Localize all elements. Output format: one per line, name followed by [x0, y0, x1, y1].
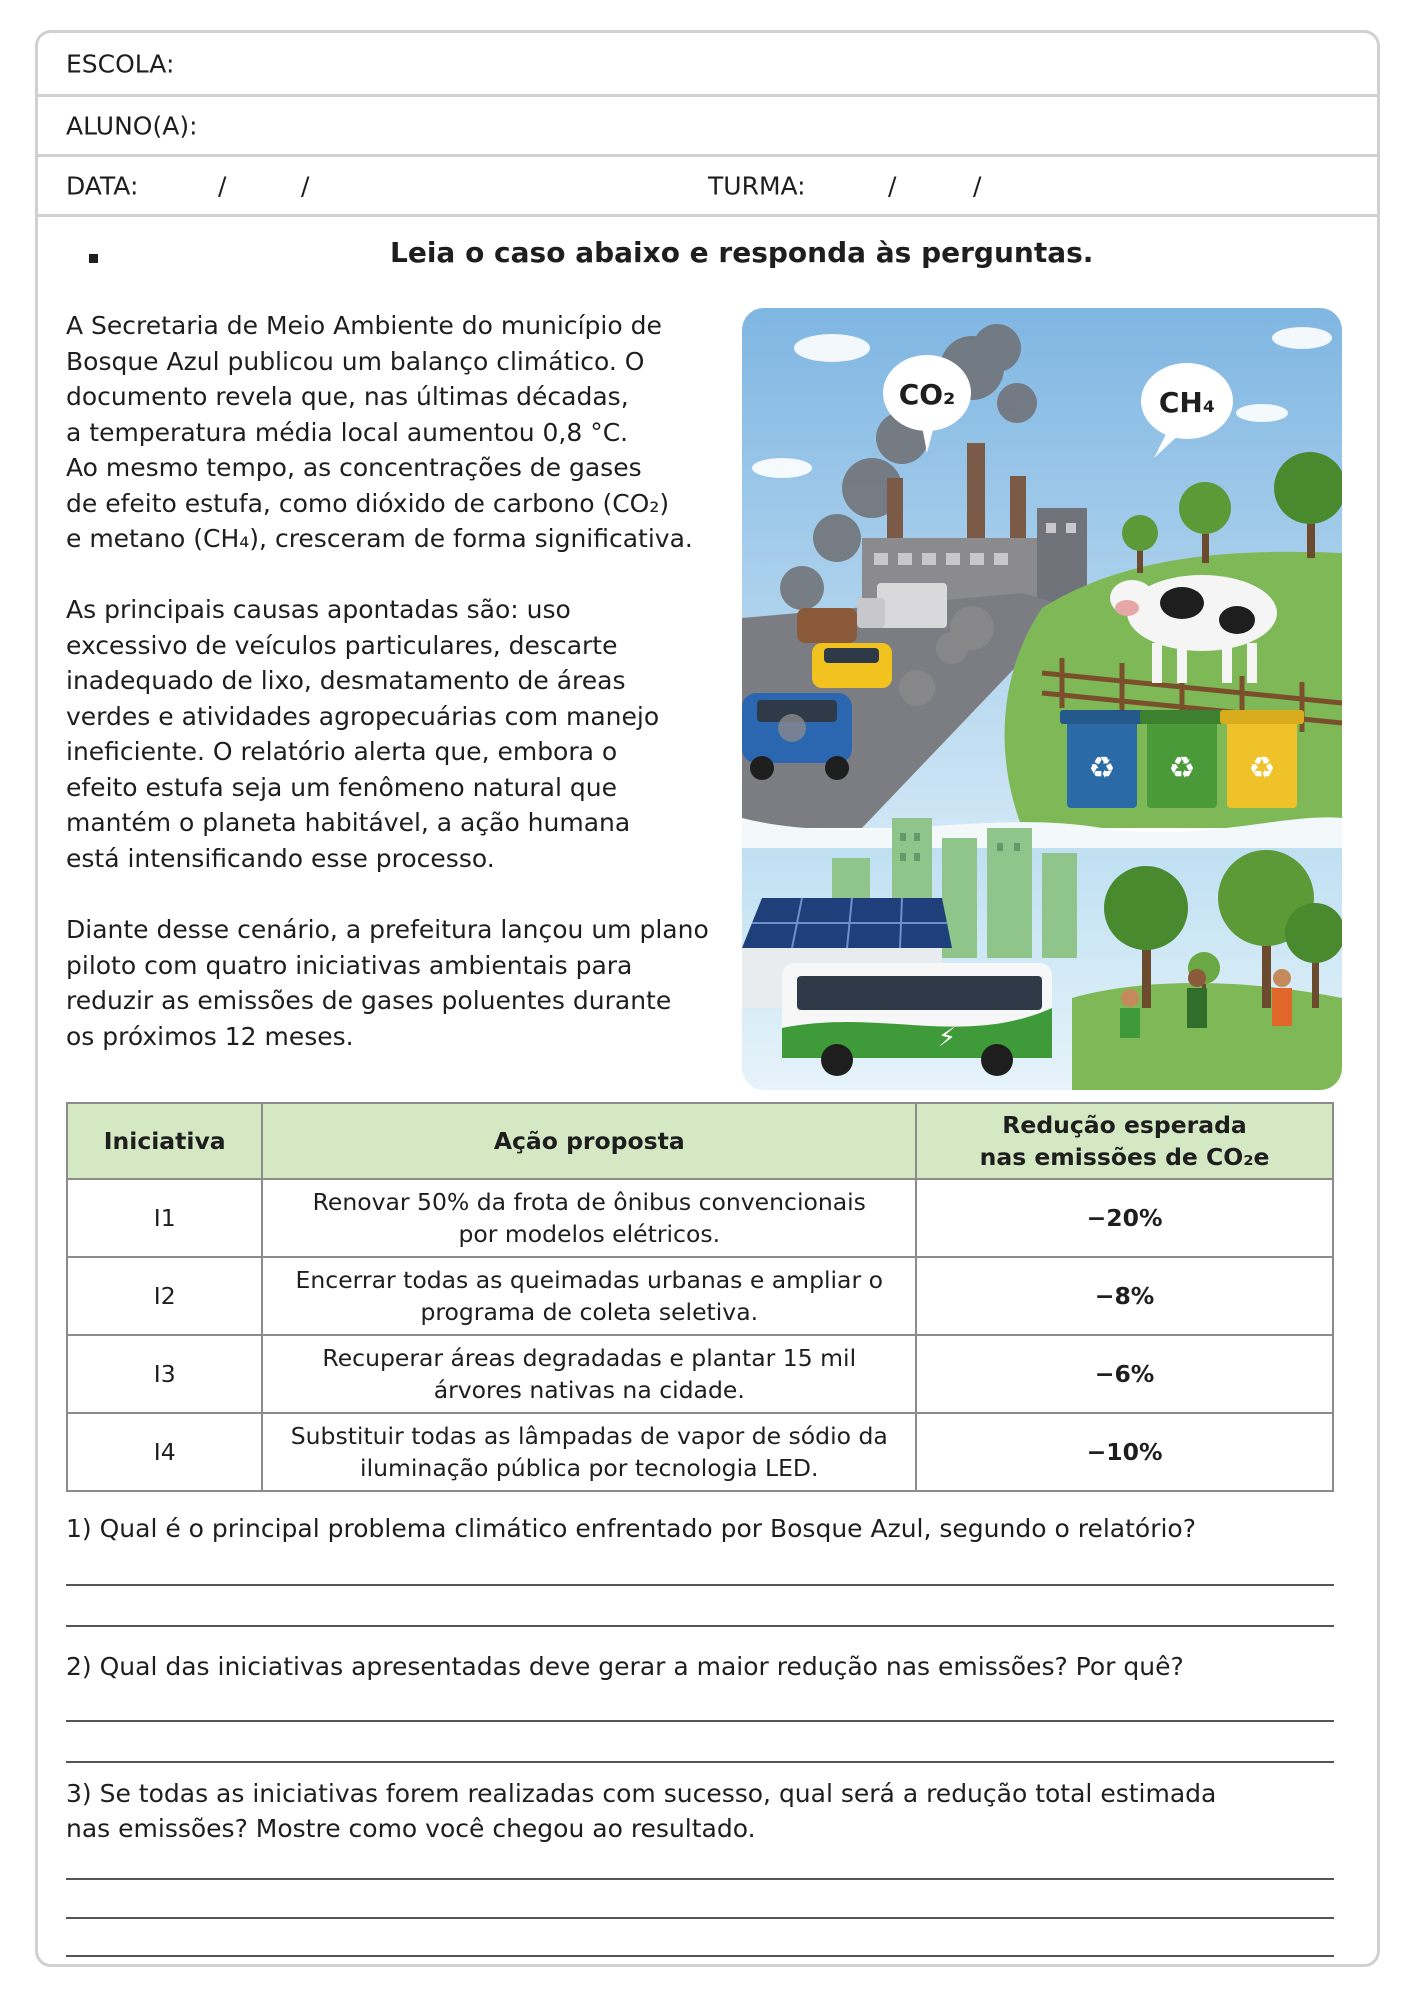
- paragraph-line: documento revela que, nas últimas décadas,: [66, 382, 629, 411]
- initiative-id: I4: [67, 1413, 262, 1491]
- paragraph-line: Diante desse cenário, a prefeitura lançou um plano: [66, 915, 709, 944]
- paragraph-line: a temperatura média local aumentou 0,8 °C.: [66, 417, 629, 447]
- answer-line[interactable]: [66, 1720, 1334, 1722]
- paragraph-line: inadequado de lixo, desmatamento de áreas: [66, 666, 626, 695]
- co2-bubble-text: CO₂: [898, 378, 956, 411]
- initiative-reduction: −8%: [916, 1257, 1333, 1335]
- answer-line[interactable]: [66, 1761, 1334, 1763]
- ch4-bubble-text: CH₄: [1158, 386, 1216, 419]
- paragraph-line: os próximos 12 meses.: [66, 1021, 354, 1051]
- class-slash-2: /: [973, 171, 982, 200]
- initiatives-table: [66, 1102, 1334, 1492]
- header-action: Ação proposta: [262, 1103, 916, 1179]
- paragraph-line: reduzir as emissões de gases poluentes durante: [66, 986, 672, 1015]
- answer-line[interactable]: [66, 1955, 1334, 1957]
- answer-line[interactable]: [66, 1625, 1334, 1627]
- paragraph-line: mantém o planeta habitável, a ação humana: [66, 808, 631, 837]
- table-row: [67, 1413, 1333, 1491]
- student-label: ALUNO(A):: [66, 111, 198, 140]
- date-label: DATA:: [66, 171, 139, 200]
- date-slash-1: /: [218, 171, 227, 200]
- recycling-bins: [1060, 710, 1304, 808]
- student-row: [38, 97, 1377, 157]
- school-label: ESCOLA:: [66, 49, 175, 78]
- instruction-heading: Leia o caso abaixo e responda às perguntas.: [390, 236, 1094, 269]
- initiative-reduction: −10%: [916, 1413, 1333, 1491]
- initiative-reduction: −20%: [916, 1179, 1333, 1257]
- question-3-line: 3) Se todas as iniciativas forem realizadas com sucesso, qual será a redução total estimada: [66, 1779, 1217, 1808]
- initiative-id: I1: [67, 1179, 262, 1257]
- question-2: 2) Qual das iniciativas apresentadas deve gerar a maior redução nas emissões? Por quê?: [66, 1652, 1184, 1681]
- question-1: 1) Qual é o principal problema climático enfrentado por Bosque Azul, segundo o relatório?: [66, 1514, 1196, 1543]
- date-slash-2: /: [301, 171, 310, 200]
- paragraph-1: [66, 308, 693, 557]
- paragraph-line: e metano (CH₄), cresceram de forma significativa.: [66, 524, 693, 553]
- paragraph-line: A Secretaria de Meio Ambiente do município de: [66, 311, 662, 340]
- paragraph-line: piloto com quatro iniciativas ambientais para: [66, 950, 633, 980]
- header-reduction-text: Redução esperada nas emissões de CO₂e: [979, 1111, 1270, 1171]
- bullet-marker: [89, 254, 98, 263]
- paragraph-line: As principais causas apontadas são: uso: [66, 595, 571, 624]
- header-reduction: [916, 1103, 1333, 1179]
- climate-illustration: [742, 308, 1342, 1090]
- header-initiative: Iniciativa: [67, 1103, 262, 1179]
- answer-line[interactable]: [66, 1917, 1334, 1919]
- paragraph-line: de efeito estufa, como dióxido de carbono (CO₂): [66, 488, 670, 518]
- paragraph-line: efeito estufa seja um fenômeno natural que: [66, 772, 617, 802]
- paragraph-3: [66, 912, 709, 1054]
- table-row: [67, 1179, 1333, 1257]
- initiative-id: I2: [67, 1257, 262, 1335]
- car-yellow: [812, 643, 892, 688]
- paragraph-line: verdes e atividades agropecuárias com manejo: [66, 701, 660, 731]
- initiative-reduction: −6%: [916, 1335, 1333, 1413]
- answer-line[interactable]: [66, 1584, 1334, 1586]
- svg-text:♻: ♻: [1248, 751, 1276, 786]
- car-brown: [797, 608, 857, 643]
- paragraph-line: Bosque Azul publicou um balanço climático. O: [66, 346, 645, 376]
- date-class-row: [38, 157, 1377, 217]
- table-row: [67, 1257, 1333, 1335]
- svg-text:♻: ♻: [1168, 751, 1196, 786]
- paragraph-line: Ao mesmo tempo, as concentrações de gases: [66, 453, 642, 482]
- svg-text:♻: ♻: [1088, 751, 1116, 786]
- question-3-line: nas emissões? Mostre como você chegou ao resultado.: [66, 1814, 756, 1843]
- table-header-row: [67, 1103, 1333, 1179]
- initiative-action: Renovar 50% da frota de ônibus convencionais por modelos elétricos.: [262, 1179, 916, 1257]
- paragraph-2: [66, 592, 659, 876]
- question-3: [66, 1776, 1216, 1846]
- class-slash-1: /: [888, 171, 897, 200]
- initiative-id: I3: [67, 1335, 262, 1413]
- svg-text:⚡: ⚡: [937, 1023, 957, 1053]
- paragraph-line: ineficiente. O relatório alerta que, embora o: [66, 737, 618, 766]
- initiative-action: Encerrar todas as queimadas urbanas e ampliar o programa de coleta seletiva.: [262, 1257, 916, 1335]
- paragraph-line: excessivo de veículos particulares, descarte: [66, 630, 618, 660]
- school-row: [38, 33, 1377, 97]
- initiative-action: Recuperar áreas degradadas e plantar 15 mil árvores nativas na cidade.: [262, 1335, 916, 1413]
- answer-line[interactable]: [66, 1878, 1334, 1880]
- climate-illustration-svg: [742, 308, 1342, 1090]
- table-row: [67, 1335, 1333, 1413]
- class-label: TURMA:: [708, 171, 806, 200]
- initiative-action: Substituir todas as lâmpadas de vapor de sódio da iluminação pública por tecnologia LED.: [262, 1413, 916, 1491]
- paragraph-line: está intensificando esse processo.: [66, 843, 495, 873]
